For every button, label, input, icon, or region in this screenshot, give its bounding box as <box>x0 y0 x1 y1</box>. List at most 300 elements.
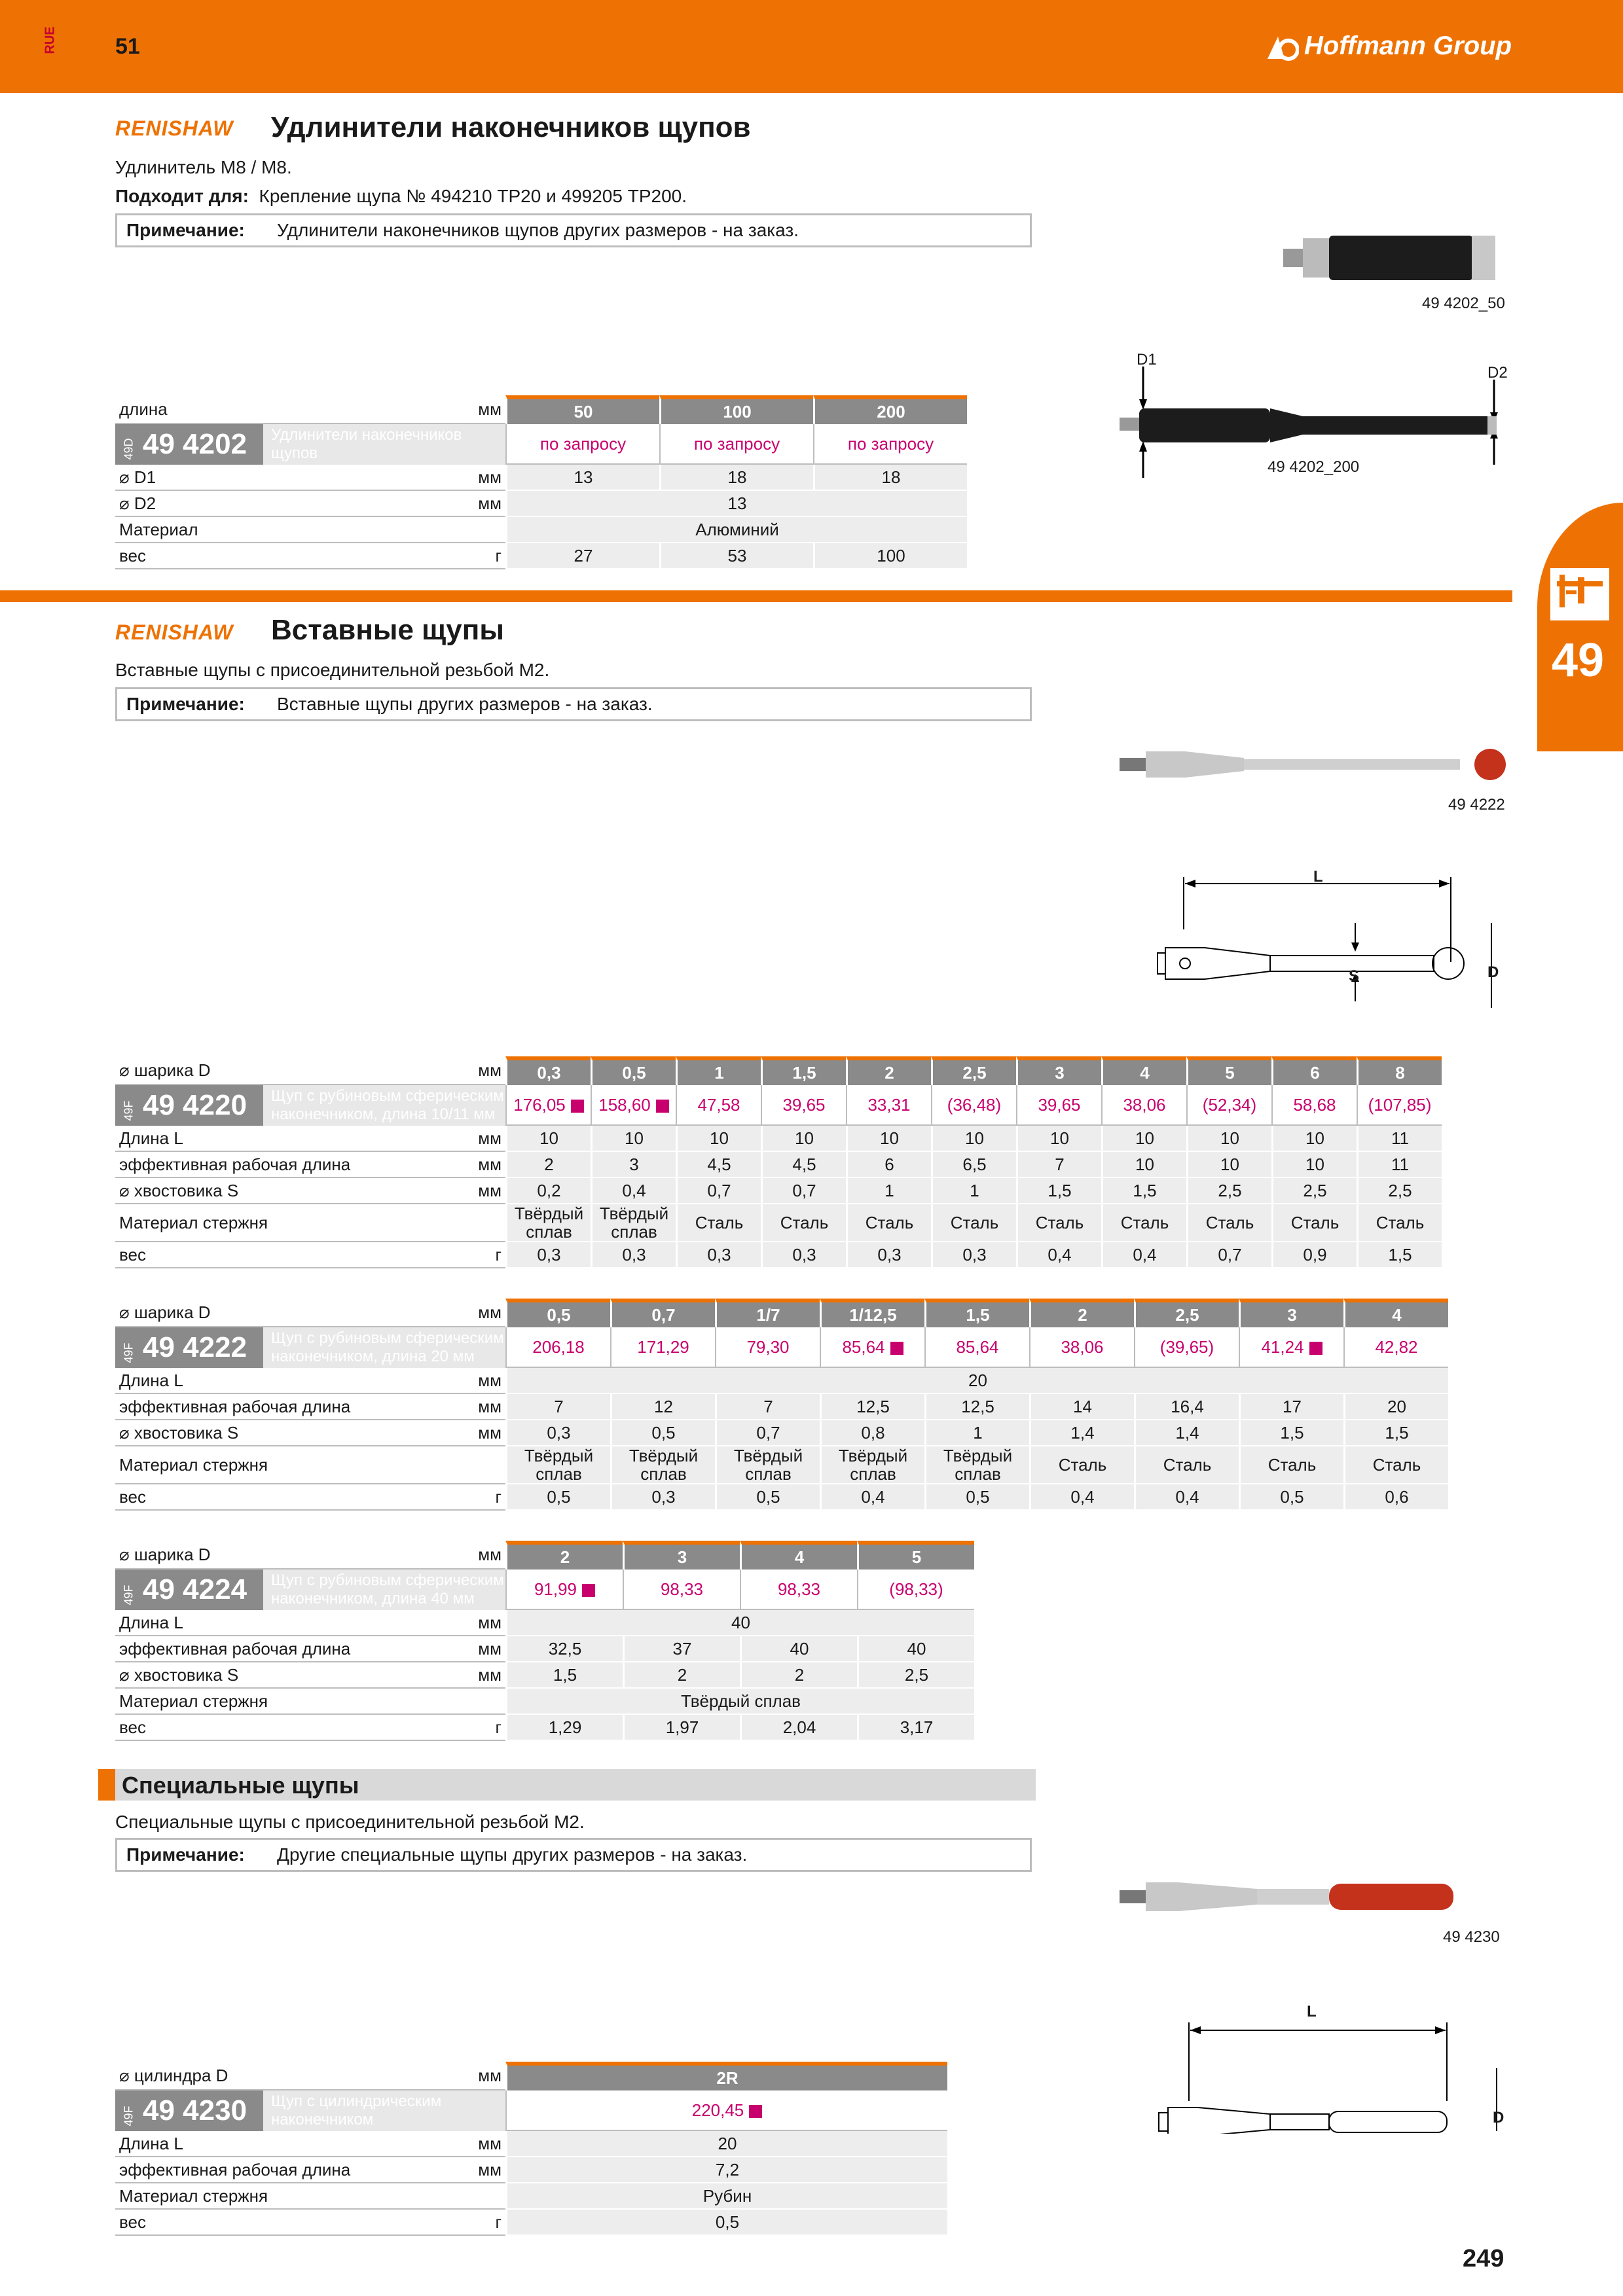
price-value: 39,65 <box>1038 1094 1081 1115</box>
price-cell <box>1016 1085 1101 1126</box>
row-value: 0,3 <box>676 1242 761 1268</box>
article-prefix: 49D <box>122 438 136 460</box>
row-value: 0,4 <box>591 1178 676 1204</box>
row-label: вес <box>115 543 450 569</box>
row-unit: г <box>450 1242 505 1268</box>
header-value: 8 <box>1357 1056 1442 1085</box>
row-value: 4,5 <box>676 1152 761 1178</box>
row-value: 18 <box>813 465 967 491</box>
table-row <box>115 2157 947 2183</box>
spec-table-494230 <box>115 2062 947 2236</box>
price-value: (107,85) <box>1368 1094 1432 1115</box>
row-label: эффективная рабочая длина <box>115 1394 450 1420</box>
row-value: 1,5 <box>1357 1242 1442 1268</box>
table-row <box>115 1715 974 1741</box>
row-label: эффективная рабочая длина <box>115 2157 450 2183</box>
row-value: Сталь <box>846 1204 931 1242</box>
table-row <box>115 1394 1448 1420</box>
table-row <box>115 543 967 569</box>
row-label: ⌀ D2 <box>115 491 450 517</box>
row-value: Сталь <box>1029 1446 1134 1484</box>
row-value: 2 <box>740 1662 857 1689</box>
probe-photo <box>1113 740 1519 792</box>
row-label: вес <box>115 1242 450 1268</box>
price-cell <box>715 1327 820 1368</box>
row-label: ⌀ хвостовика S <box>115 1662 450 1689</box>
price-value: по запросу <box>539 433 627 454</box>
price-cell <box>505 424 659 465</box>
header-value: 5 <box>857 1541 974 1570</box>
row-value: 10 <box>676 1126 761 1152</box>
row-value: 0,8 <box>820 1420 924 1446</box>
price-value: 176,05 <box>513 1094 566 1115</box>
row-value: 10 <box>1271 1126 1357 1152</box>
row-value: 27 <box>505 543 659 569</box>
row-value: 40 <box>857 1636 974 1662</box>
section-title: Специальные щупы <box>122 1772 359 1799</box>
header-label: длина <box>115 395 450 424</box>
row-value: 1,5 <box>1343 1420 1448 1446</box>
d2-label: D2 <box>1487 364 1508 382</box>
header-value: 1/12,5 <box>820 1299 924 1327</box>
article-description: Удлинители наконечников щупов <box>263 424 505 465</box>
price-cell <box>924 1327 1029 1368</box>
row-value: 2,04 <box>740 1715 857 1741</box>
price-value: (39,65) <box>1159 1336 1214 1357</box>
price-cell <box>820 1327 924 1368</box>
row-value: 0,7 <box>1186 1242 1271 1268</box>
row-value: Сталь <box>1239 1446 1343 1484</box>
price-value: по запросу <box>693 433 780 454</box>
row-value: 0,3 <box>931 1242 1016 1268</box>
row-value: 10 <box>1186 1126 1271 1152</box>
row-value: 0,5 <box>715 1484 820 1511</box>
row-value: 1 <box>846 1178 931 1204</box>
hoffmann-logo <box>1265 31 1512 62</box>
row-value: 2,5 <box>1357 1178 1442 1204</box>
price-value: 85,64 <box>842 1336 885 1357</box>
cylinder-probe-diagram <box>1139 2003 1519 2134</box>
row-value: Твёрдый сплав <box>924 1446 1029 1484</box>
row-value: 40 <box>505 1610 974 1636</box>
header-label: ⌀ шарика D <box>115 1056 450 1085</box>
row-value: 12 <box>610 1394 715 1420</box>
row-value: Сталь <box>1134 1446 1239 1484</box>
header-value: 0,5 <box>505 1299 610 1327</box>
renishaw-brand: RENISHAW <box>115 620 234 644</box>
row-value: Твёрдый сплав <box>715 1446 820 1484</box>
row-label: вес <box>115 1484 450 1511</box>
article-code <box>115 1327 505 1368</box>
price-cell <box>1343 1327 1448 1368</box>
header-value: 0,3 <box>505 1056 591 1085</box>
row-value: 40 <box>740 1636 857 1662</box>
row-label: эффективная рабочая длина <box>115 1152 450 1178</box>
note-label: Примечание: <box>126 694 245 714</box>
row-value: Твёрдый сплав <box>591 1204 676 1242</box>
dim-D-label: D <box>1487 963 1499 981</box>
spec-table-494224 <box>115 1541 974 1741</box>
page-number-bottom: 249 <box>1463 2245 1504 2272</box>
price-value: 158,60 <box>598 1094 651 1115</box>
row-value: 1,97 <box>623 1715 740 1741</box>
chapter-number: 49 <box>1552 634 1605 687</box>
article-description: Щуп с рубиновым сферическим наконечником, длина 20 мм <box>263 1327 505 1368</box>
row-value: 10 <box>1101 1126 1186 1152</box>
price-cell <box>761 1085 846 1126</box>
price-value: 206,18 <box>532 1336 585 1357</box>
language-code: RUE <box>43 26 58 54</box>
note-text: Удлинители наконечников щупов других размеров - на заказ. <box>277 220 799 240</box>
price-cell <box>1357 1085 1442 1126</box>
row-value: 20 <box>505 2131 947 2157</box>
price-cell <box>1029 1327 1134 1368</box>
page-number-top: 51 <box>115 34 140 59</box>
row-label: вес <box>115 2210 450 2236</box>
table-row <box>115 465 967 491</box>
table-row <box>115 2210 947 2236</box>
row-value: 0,3 <box>846 1242 931 1268</box>
row-value: 2,5 <box>857 1662 974 1689</box>
row-label: ⌀ хвостовика S <box>115 1178 450 1204</box>
row-label: ⌀ D1 <box>115 465 450 491</box>
row-unit: г <box>450 2210 505 2236</box>
header-value: 50 <box>505 395 659 424</box>
row-value: 0,4 <box>1134 1484 1239 1511</box>
price-value: 39,65 <box>782 1094 826 1115</box>
header-value: 2 <box>846 1056 931 1085</box>
row-value: 0,5 <box>505 2210 947 2236</box>
table-row <box>115 1636 974 1662</box>
row-value: 1,5 <box>1239 1420 1343 1446</box>
probe-diagram <box>1139 864 1519 1014</box>
row-value: Твёрдый сплав <box>505 1204 591 1242</box>
article-code <box>115 424 505 465</box>
dim-D-label: D <box>1493 2109 1504 2126</box>
row-value: 0,7 <box>761 1178 846 1204</box>
row-value: 1,5 <box>505 1662 623 1689</box>
page-header <box>0 0 1623 93</box>
price-cell <box>505 2090 947 2131</box>
article-prefix: 49F <box>122 1585 136 1605</box>
row-value: 11 <box>1357 1152 1442 1178</box>
article-code <box>115 1570 505 1610</box>
price-value: 41,24 <box>1261 1336 1304 1357</box>
header-value: 3 <box>1239 1299 1343 1327</box>
row-value: 14 <box>1029 1394 1134 1420</box>
header-value: 3 <box>1016 1056 1101 1085</box>
row-value: 0,3 <box>761 1242 846 1268</box>
price-value: 79,30 <box>746 1336 790 1357</box>
article-number: 49 4224 <box>143 1573 247 1605</box>
header-value: 1,5 <box>924 1299 1029 1327</box>
row-unit: мм <box>450 1636 505 1662</box>
header-value: 4 <box>740 1541 857 1570</box>
special-probes-bar <box>98 1769 1036 1801</box>
header-value: 3 <box>623 1541 740 1570</box>
row-value: 0,3 <box>505 1420 610 1446</box>
row-value: Сталь <box>676 1204 761 1242</box>
chapter-tab[interactable] <box>1537 503 1623 751</box>
price-cell <box>676 1085 761 1126</box>
row-value: 10 <box>1186 1152 1271 1178</box>
row-unit: мм <box>450 2131 505 2157</box>
table-row <box>115 1126 1442 1152</box>
header-value: 5 <box>1186 1056 1271 1085</box>
table-row <box>115 1446 1448 1484</box>
header-label: ⌀ шарика D <box>115 1299 450 1327</box>
price-value: (52,34) <box>1202 1094 1257 1115</box>
row-value: Твёрдый сплав <box>505 1689 974 1715</box>
row-unit <box>450 2183 505 2210</box>
spec-table-494202 <box>115 395 967 569</box>
row-value: Сталь <box>931 1204 1016 1242</box>
table-row <box>115 1484 1448 1511</box>
row-value: 0,3 <box>610 1484 715 1511</box>
price-cell <box>505 1085 591 1126</box>
header-value: 0,5 <box>591 1056 676 1085</box>
row-value: Алюминий <box>505 517 967 543</box>
header-value: 100 <box>659 395 813 424</box>
header-value: 2,5 <box>931 1056 1016 1085</box>
availability-marker-icon <box>890 1342 903 1355</box>
row-value: 16,4 <box>1134 1394 1239 1420</box>
row-value: 1,4 <box>1029 1420 1134 1446</box>
dim-L-label: L <box>1307 2003 1317 2020</box>
row-value: 7 <box>505 1394 610 1420</box>
row-value: 1 <box>931 1178 1016 1204</box>
price-value: 47,58 <box>697 1094 740 1115</box>
row-label: Материал стержня <box>115 2183 450 2210</box>
price-value: 58,68 <box>1293 1094 1336 1115</box>
row-value: 1,5 <box>1016 1178 1101 1204</box>
description-line: Специальные щупы с присоединительной резьбой M2. <box>115 1812 585 1832</box>
row-value: Твёрдый сплав <box>820 1446 924 1484</box>
row-value: 0,5 <box>610 1420 715 1446</box>
renishaw-brand: RENISHAW <box>115 117 234 140</box>
row-label: Длина L <box>115 1610 450 1636</box>
header-value: 2 <box>505 1541 623 1570</box>
note-label: Примечание: <box>126 220 245 240</box>
row-value: 17 <box>1239 1394 1343 1420</box>
price-value: (36,48) <box>947 1094 1002 1115</box>
row-unit: мм <box>450 1610 505 1636</box>
row-value: 2 <box>623 1662 740 1689</box>
row-label: Длина L <box>115 1368 450 1394</box>
row-value: 20 <box>505 1368 1448 1394</box>
dim-L-label: L <box>1313 868 1323 886</box>
fits-text: Крепление щупа № 494210 TP20 и 499205 TP200. <box>259 186 687 206</box>
description-line: Вставные щупы с присоединительной резьбой M2. <box>115 660 550 680</box>
fits-label: Подходит для: <box>115 186 249 206</box>
row-label: вес <box>115 1715 450 1741</box>
row-value: 20 <box>1343 1394 1448 1420</box>
header-value: 2 <box>1029 1299 1134 1327</box>
row-label: Материал стержня <box>115 1204 450 1242</box>
header-value: 0,7 <box>610 1299 715 1327</box>
row-unit: г <box>450 543 505 569</box>
note-text: Вставные щупы других размеров - на заказ. <box>277 694 653 714</box>
article-code <box>115 1085 505 1126</box>
header-unit: мм <box>450 1299 505 1327</box>
price-cell <box>505 1327 610 1368</box>
row-value: 1,4 <box>1134 1420 1239 1446</box>
row-value: 12,5 <box>924 1394 1029 1420</box>
row-value: 18 <box>659 465 813 491</box>
table-row <box>115 1420 1448 1446</box>
row-unit: мм <box>450 1178 505 1204</box>
row-value: 0,5 <box>505 1484 610 1511</box>
row-unit: мм <box>450 491 505 517</box>
table-row <box>115 1204 1442 1242</box>
note-box <box>115 213 1032 247</box>
price-cell <box>931 1085 1016 1126</box>
row-label: Длина L <box>115 1126 450 1152</box>
section-title: Вставные щупы <box>271 614 504 646</box>
row-unit: г <box>450 1715 505 1741</box>
row-unit: мм <box>450 465 505 491</box>
article-code <box>115 2090 505 2131</box>
row-label: Материал <box>115 517 450 543</box>
row-value: 10 <box>1101 1152 1186 1178</box>
row-value: 10 <box>591 1126 676 1152</box>
availability-marker-icon <box>571 1100 584 1113</box>
price-value: по запросу <box>847 433 934 454</box>
row-value: 0,7 <box>715 1420 820 1446</box>
row-value: 0,4 <box>1029 1484 1134 1511</box>
article-description: Щуп с рубиновым сферическим наконечником, длина 40 мм <box>263 1570 505 1610</box>
price-value: 85,64 <box>956 1336 999 1357</box>
row-value: 6 <box>846 1152 931 1178</box>
row-value: 13 <box>505 491 967 517</box>
header-unit: мм <box>450 2062 505 2090</box>
price-cell <box>846 1085 931 1126</box>
row-value: 6,5 <box>931 1152 1016 1178</box>
row-value: 37 <box>623 1636 740 1662</box>
note-text: Другие специальные щупы других размеров - на заказ. <box>277 1844 748 1865</box>
table-row <box>115 2183 947 2210</box>
availability-marker-icon <box>582 1584 595 1597</box>
price-value: 220,45 <box>691 2100 744 2120</box>
row-value: 0,4 <box>1016 1242 1101 1268</box>
header-unit: мм <box>450 395 505 424</box>
row-value: 3,17 <box>857 1715 974 1741</box>
caliper-icon <box>1550 568 1609 620</box>
row-unit: г <box>450 1484 505 1511</box>
header-value: 200 <box>813 395 967 424</box>
price-value: 38,06 <box>1061 1336 1104 1357</box>
price-value: 98,33 <box>660 1579 704 1599</box>
row-value: 1,29 <box>505 1715 623 1741</box>
note-box <box>115 1838 1032 1872</box>
row-value: 0,3 <box>505 1242 591 1268</box>
row-value: 7 <box>715 1394 820 1420</box>
row-value: 10 <box>846 1126 931 1152</box>
row-label: Длина L <box>115 2131 450 2157</box>
header-unit: мм <box>450 1541 505 1570</box>
price-value: 171,29 <box>637 1336 689 1357</box>
article-number: 49 4230 <box>143 2094 247 2126</box>
spec-table-494222 <box>115 1299 1448 1511</box>
price-cell <box>659 424 813 465</box>
row-value: 7,2 <box>505 2157 947 2183</box>
note-label: Примечание: <box>126 1844 245 1865</box>
row-value: 10 <box>931 1126 1016 1152</box>
row-unit: мм <box>450 2157 505 2183</box>
row-value: 4,5 <box>761 1152 846 1178</box>
price-cell <box>610 1327 715 1368</box>
row-value: 13 <box>505 465 659 491</box>
price-value: 91,99 <box>534 1579 577 1599</box>
row-value: 7 <box>1016 1152 1101 1178</box>
price-value: 98,33 <box>777 1579 821 1599</box>
row-value: 12,5 <box>820 1394 924 1420</box>
section-divider <box>0 590 1512 602</box>
article-number: 49 4202 <box>143 428 247 460</box>
row-value: Сталь <box>1186 1204 1271 1242</box>
header-value: 2,5 <box>1134 1299 1239 1327</box>
row-value: Сталь <box>1271 1204 1357 1242</box>
row-value: Сталь <box>1357 1204 1442 1242</box>
row-value: 0,4 <box>820 1484 924 1511</box>
image-caption: 49 4202_200 <box>1267 458 1360 476</box>
row-unit: мм <box>450 1126 505 1152</box>
image-caption: 49 4230 <box>1443 1928 1500 1946</box>
article-description: Щуп с рубиновым сферическим наконечником, длина 10/11 мм <box>263 1085 505 1126</box>
price-cell <box>1101 1085 1186 1126</box>
description-line: Удлинитель M8 / M8. <box>115 157 292 177</box>
price-cell <box>813 424 967 465</box>
header-value: 6 <box>1271 1056 1357 1085</box>
row-unit <box>450 1204 505 1242</box>
section-title: Удлинители наконечников щупов <box>271 111 751 143</box>
row-value: Сталь <box>761 1204 846 1242</box>
price-cell <box>1271 1085 1357 1126</box>
row-value: 10 <box>1271 1152 1357 1178</box>
row-value: 1,5 <box>1101 1178 1186 1204</box>
row-unit <box>450 517 505 543</box>
price-cell <box>1239 1327 1343 1368</box>
row-unit: мм <box>450 1394 505 1420</box>
image-caption: 49 4222 <box>1448 796 1505 814</box>
row-value: 0,5 <box>1239 1484 1343 1511</box>
cylinder-probe-photo <box>1113 1872 1519 1924</box>
logo-text: Hoffmann Group <box>1304 31 1512 60</box>
table-row <box>115 1178 1442 1204</box>
price-value: 38,06 <box>1123 1094 1166 1115</box>
row-value: Сталь <box>1343 1446 1448 1484</box>
article-prefix: 49F <box>122 1342 136 1363</box>
table-row <box>115 1662 974 1689</box>
row-unit <box>450 1446 505 1484</box>
note-box <box>115 687 1032 721</box>
price-cell <box>1186 1085 1271 1126</box>
row-label: Материал стержня <box>115 1446 450 1484</box>
row-value: Рубин <box>505 2183 947 2210</box>
row-value: 0,9 <box>1271 1242 1357 1268</box>
spec-table-494220 <box>115 1056 1442 1268</box>
image-caption: 49 4202_50 <box>1422 295 1505 312</box>
d1-label: D1 <box>1137 351 1157 368</box>
header-unit: мм <box>450 1056 505 1085</box>
price-cell <box>857 1570 974 1610</box>
row-value: 53 <box>659 543 813 569</box>
row-value: 3 <box>591 1152 676 1178</box>
article-number: 49 4220 <box>143 1089 247 1121</box>
table-row <box>115 517 967 543</box>
row-value: Сталь <box>1016 1204 1101 1242</box>
article-number: 49 4222 <box>143 1331 247 1363</box>
